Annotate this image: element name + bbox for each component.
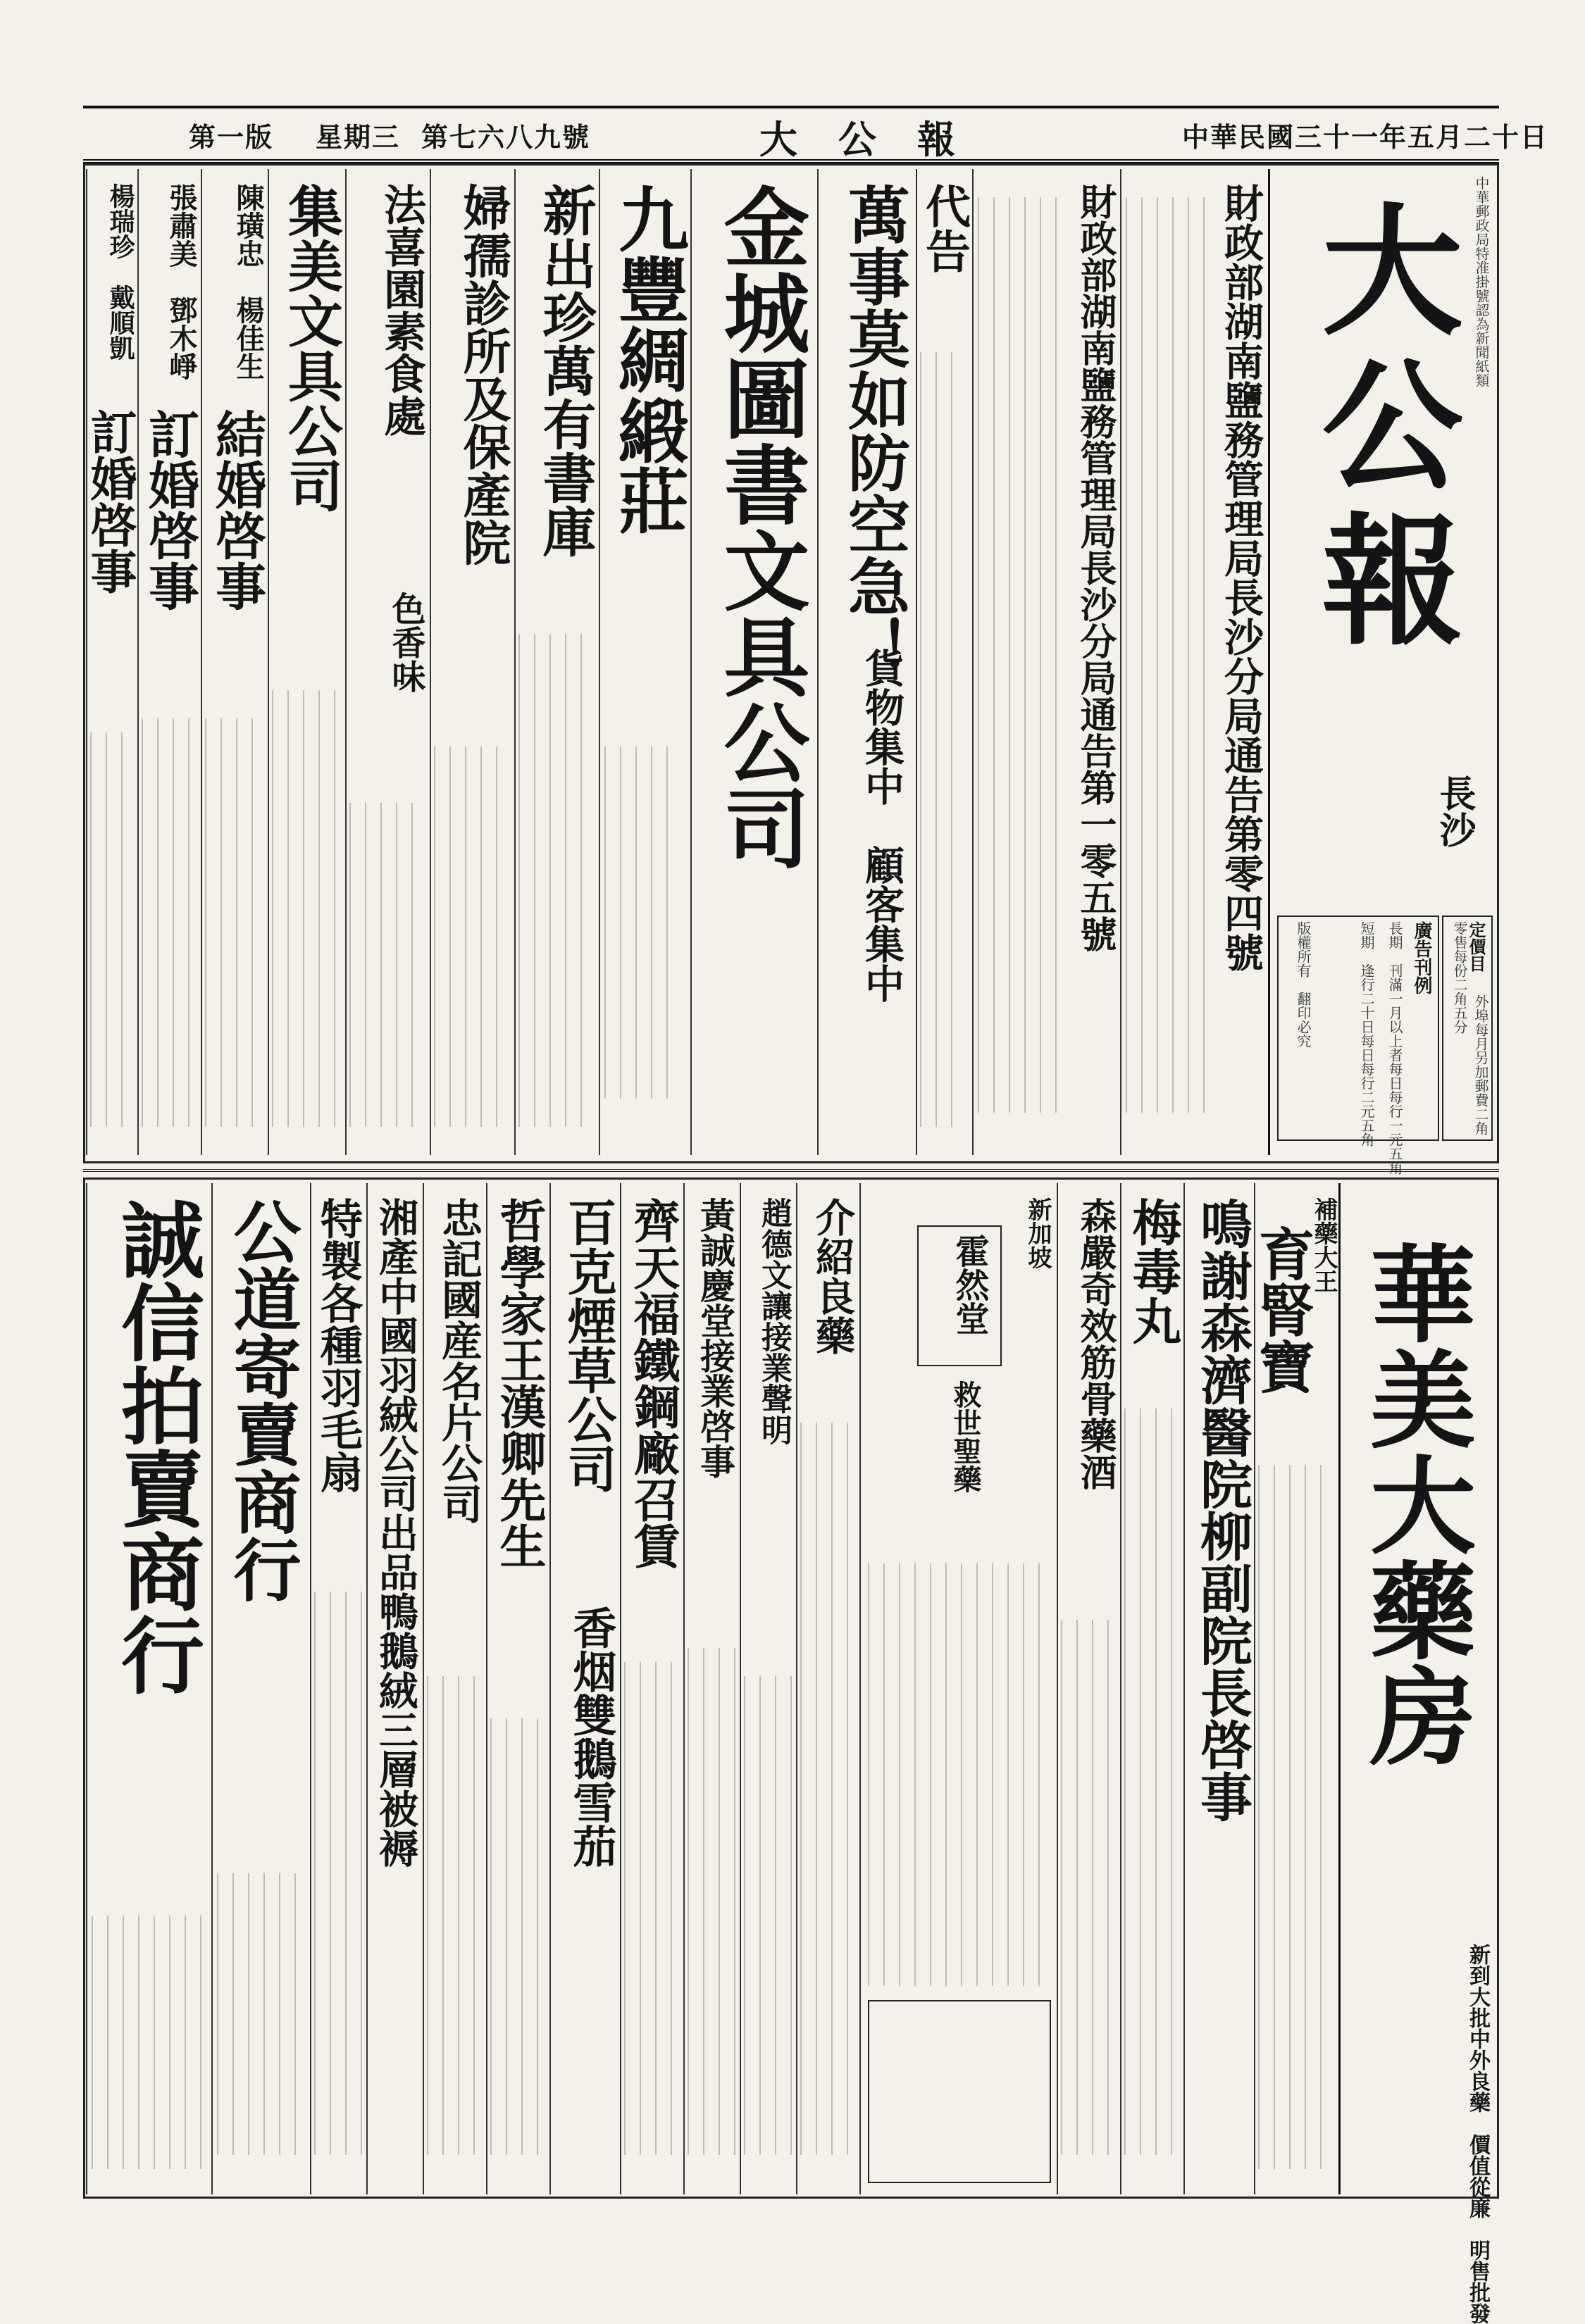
masthead — [1268, 169, 1493, 1175]
yuxin-title: 育腎寶 — [1249, 1225, 1315, 1394]
jimei-body — [272, 690, 335, 1127]
notice-wedding-2 — [137, 169, 201, 1155]
fan-body — [314, 1592, 363, 2155]
meidu-body — [1124, 1408, 1181, 2155]
postal-note: 中華郵政局特准掛號認為新聞紙類 — [1473, 176, 1490, 387]
ad-yuxin — [1249, 1183, 1338, 2194]
wedding-title: 訂婚啓事 — [82, 408, 137, 594]
zhao-body — [744, 1676, 793, 2155]
philosopher-title: 哲學家王漢卿先生 — [492, 1197, 547, 1569]
ad-huamei — [1338, 1183, 1495, 2324]
huangcheng-title: 黃誠慶堂接業啓事 — [695, 1197, 736, 1479]
ad-vegetarian — [345, 169, 430, 1155]
notice-title: 財政部湖南鹽務管理局長沙分局通告第零四號 — [1218, 183, 1264, 972]
gongdao-body — [217, 1873, 304, 2155]
meidu-title: 梅毒丸 — [1124, 1197, 1183, 1345]
edition-label: 長沙 — [1433, 775, 1476, 848]
section-label: 第一版 — [189, 121, 274, 153]
liangyao-title: 介紹良藥 — [809, 1197, 856, 1355]
ad-rate-row-2: 短期 逢行二十日每日每行二元五角 — [1358, 921, 1375, 1147]
clinic-title: 婦孺診所及保產院 — [455, 183, 511, 566]
ad-liu-clinic — [1183, 1183, 1254, 2194]
agency-body — [920, 352, 962, 1127]
jiufeng-body — [604, 746, 682, 1099]
wedding-title: 結婚啓事 — [207, 408, 267, 611]
paper-name: 大 公 報 — [759, 117, 957, 162]
ad-jiufeng — [599, 169, 690, 1155]
ad-huangcheng — [683, 1183, 740, 2194]
huamei-title: 華美大藥房 — [1352, 1239, 1476, 1768]
liangyao-body — [800, 1423, 857, 2155]
notice-wedding-3 — [82, 169, 137, 1155]
ad-gongdao — [211, 1183, 310, 2194]
qitian-title: 齊天福鐵鋼廠召賃 — [626, 1197, 680, 1569]
wedding-body — [90, 732, 132, 1127]
philosopher-body — [490, 1718, 547, 2155]
clinic-body — [434, 746, 504, 1127]
price-line-1: 零售每份二角五分 — [1451, 921, 1468, 1034]
date-line: 中華民國三十一年五月二十日 — [1182, 121, 1549, 153]
huoran-title: 霍然堂 — [950, 1234, 989, 1335]
issue-number: 第七六八九號 — [421, 121, 591, 153]
notice-title: 財政部湖南鹽務管理局長沙分局通告第一零五號 — [1074, 183, 1117, 952]
ad-fan — [310, 1183, 366, 2194]
page-header — [83, 106, 1549, 163]
huoran-address-box — [868, 2000, 1051, 2183]
price-title: 定價目 — [1466, 921, 1486, 972]
huoran-sub: 救世聖藥 — [949, 1380, 982, 1493]
ad-rate-footer: 版權所有 翻印必究 — [1295, 921, 1312, 1048]
wedding-names: 張肅美 鄧木崢 — [165, 183, 198, 380]
ad-qitian — [620, 1183, 683, 2194]
wine-title: 森嚴奇效筋骨藥酒 — [1074, 1197, 1117, 1490]
qitian-body — [624, 1662, 680, 2155]
notice-body-text — [978, 197, 1062, 1113]
liangyao-sub: 新加坡 — [1024, 1197, 1052, 1269]
vegetarian-title: 法喜園素食處 — [377, 183, 426, 437]
notice-wedding-1 — [201, 169, 268, 1155]
ad-huoran — [859, 1183, 1057, 2194]
jiufeng-title: 九豐綢緞莊 — [607, 183, 690, 535]
huoran-body — [868, 1563, 1051, 1986]
price-table — [1442, 916, 1493, 1141]
notice-salt-4 — [1120, 169, 1268, 1155]
wedding-names: 陳璜忠 楊佳生 — [232, 183, 265, 380]
ad-philosopher — [486, 1183, 549, 2194]
chengxin-body — [92, 1916, 204, 2169]
ad-tobacco — [549, 1183, 620, 2194]
liu-clinic-title: 鳴謝森濟醫院柳副院長啓事 — [1192, 1197, 1253, 1823]
notice-agency — [916, 169, 972, 1155]
huoran-box — [917, 1225, 1002, 1366]
chengxin-title: 誠信拍賣商行 — [107, 1197, 205, 1696]
ad-feather — [366, 1183, 423, 2194]
wedding-body — [142, 718, 195, 1127]
notice-salt-5 — [972, 169, 1120, 1155]
ad-zhao — [740, 1183, 796, 2194]
section-divider — [83, 1169, 1499, 1172]
tobacco-sub: 香烟雙鵝雪茄 — [566, 1606, 617, 1868]
wine-body — [1061, 1620, 1117, 2155]
huamei-sub: 新到大批中外良藥 價值從廉 明售批發 — [1465, 1944, 1490, 2324]
ad-books — [514, 169, 599, 1155]
ad-jimei — [268, 169, 345, 1155]
weekday: 星期三 — [316, 121, 401, 153]
wedding-names: 楊瑞珍 戴順凱 — [106, 183, 135, 361]
zhao-title: 趙德文讓接業聲明 — [756, 1197, 792, 1445]
ad-rate-table — [1277, 916, 1439, 1175]
notice-air-raid — [817, 169, 916, 1155]
tobacco-title: 百克煙草公司 — [559, 1197, 618, 1493]
jimei-title: 集美文具公司 — [279, 183, 343, 513]
vegetarian-body — [349, 803, 420, 1127]
ad-meidu — [1120, 1183, 1183, 2194]
ad-wine — [1057, 1183, 1120, 2194]
films-body — [427, 1676, 483, 2155]
notice-body-text — [1126, 197, 1210, 1113]
ad-liangyao — [796, 1183, 859, 2194]
vegetarian-sub: 色香味 — [386, 592, 425, 693]
yuxin-sub: 補藥大王 — [1310, 1197, 1338, 1293]
feather-title: 湘產中國羽絨公司出品鴨鵝絨三層被褥 — [373, 1197, 419, 1868]
ad-clinic — [430, 169, 514, 1155]
agency-title: 代告 — [918, 183, 971, 273]
ad-rate-row-1: 長期 刊滿一月以上者每日每行一元五角 — [1386, 921, 1403, 1175]
price-line-2: 外埠每月另加郵費二角 — [1472, 994, 1489, 1135]
fan-title: 特製各種羽毛扇 — [313, 1197, 363, 1493]
wedding-title: 訂婚啓事 — [140, 408, 200, 611]
masthead-title: 大公報 — [1298, 197, 1464, 662]
yuxin-body — [1258, 1465, 1329, 2169]
air-raid-title: 萬事莫如防空急！ — [838, 183, 912, 679]
jincheng-title: 金城圖書文具公司 — [709, 183, 811, 870]
films-title: 忠記國産名片公司 — [435, 1197, 483, 1524]
goods-title: 貨物集中 顧客集中 — [859, 648, 905, 1003]
ad-jincheng — [690, 169, 817, 1155]
wedding-body — [205, 718, 261, 1127]
ad-chengxin — [86, 1183, 211, 2194]
books-title: 新出珍萬有書庫 — [534, 183, 597, 558]
ad-rate-title: 廣告刊例 — [1411, 921, 1432, 994]
gongdao-title: 公道寄賣商行 — [223, 1197, 302, 1603]
ad-films — [423, 1183, 486, 2194]
huangcheng-body — [688, 1648, 737, 2155]
books-body — [518, 634, 589, 1127]
